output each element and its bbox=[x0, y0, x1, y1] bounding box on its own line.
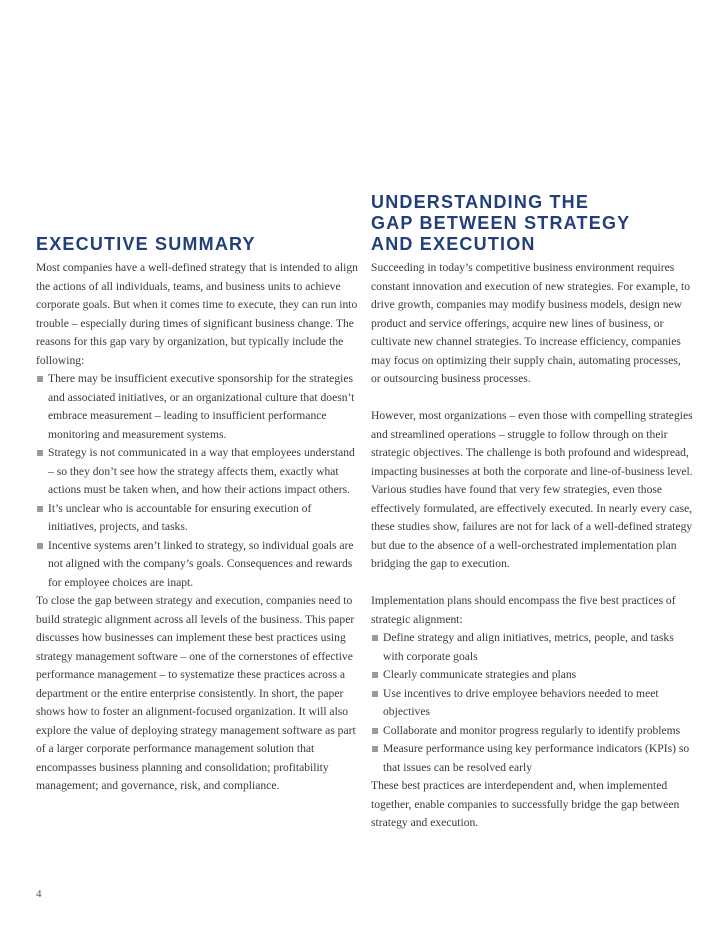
understanding-gap-column bbox=[371, 190, 693, 833]
list-item: There may be insufficient executive sponsorship for the strategies and associated initiatives, or an organizational culture that doesn’t embrace measurement – leading to insufficient performance monitoring and measurement systems. bbox=[36, 370, 362, 444]
list-item: Collaborate and monitor progress regularly to identify problems bbox=[371, 722, 693, 741]
list-item: Incentive systems aren’t linked to strategy, so individual goals are not aligned with the company’s goals. Consequences and rewards for employee choices are inapt. bbox=[36, 537, 362, 593]
closing-paragraph: To close the gap between strategy and execution, companies need to build strategic alignment across all levels of the business. This paper discusses how businesses can implement these best practices using strategy management software – one of the cornerstones of effective performance management – to systematize these practices across a department or the entire enterprise consistently. In short, the paper shows how to foster an alignment-focused organization. It will also explore the value of deploying strategy management software as part of a larger corporate performance management solution that encompasses business planning and consolidation; profitability management; and governance, risk, and compliance. bbox=[36, 594, 356, 792]
understanding-gap-body bbox=[371, 259, 693, 833]
intro-paragraph: Most companies have a well-defined strategy that is intended to align the actions of all individuals, teams, and business units to achieve corporate goals. But when it comes time to execute, they can run into trouble – especially during times of significant business change. The reasons for this gap vary by organization, but typically include the following: bbox=[36, 261, 358, 367]
executive-summary-body bbox=[36, 259, 362, 796]
list-item: It’s unclear who is accountable for ensuring execution of initiatives, projects, and tasks. bbox=[36, 500, 362, 537]
list-item: Clearly communicate strategies and plans bbox=[371, 666, 693, 685]
page-number: 4 bbox=[36, 888, 42, 900]
list-item: Strategy is not communicated in a way that employees understand – so they don’t see how the strategy affects them, exactly what actions must be taken when, and how their actions impact others. bbox=[36, 444, 362, 500]
paragraph: Implementation plans should encompass the five best practices of strategic alignment: bbox=[371, 594, 676, 626]
best-practices-list bbox=[371, 629, 693, 777]
understanding-gap-heading: UNDERSTANDING THE GAP BETWEEN STRATEGY AND EXECUTION bbox=[371, 192, 631, 254]
executive-summary-column bbox=[36, 190, 362, 796]
paragraph: However, most organizations – even those with compelling strategies and streamlined operations – struggle to follow through on their strategic objectives. The challenge is both profound and widespread, impacting businesses at both the corporate and line-of-business level. Various studies have found that very few strategies, even those effectively formulated, are effectively executed. In nearly every case, these studies show, failures are not for lack of a well-defined strategy but due to the absence of a well-orchestrated implementation plan bridging the gap to execution. bbox=[371, 409, 693, 570]
gap-reasons-list bbox=[36, 370, 362, 592]
list-item: Measure performance using key performance indicators (KPIs) so that issues can be resolved early bbox=[371, 740, 693, 777]
list-item: Use incentives to drive employee behaviors needed to meet objectives bbox=[371, 685, 693, 722]
paragraph: Succeeding in today’s competitive business environment requires constant innovation and execution of new strategies. For example, to drive growth, companies may modify business models, design new product and service offerings, acquire new lines of business, or cultivate new channel strategies. To increase efficiency, companies may focus on optimizing their supply chain, automating processes, or outsourcing business processes. bbox=[371, 261, 691, 385]
closing-paragraph: These best practices are interdependent and, when implemented together, enable companies to successfully bridge the gap between strategy and execution. bbox=[371, 779, 680, 829]
executive-summary-heading: EXECUTIVE SUMMARY bbox=[36, 234, 256, 254]
list-item: Define strategy and align initiatives, metrics, people, and tasks with corporate goals bbox=[371, 629, 693, 666]
